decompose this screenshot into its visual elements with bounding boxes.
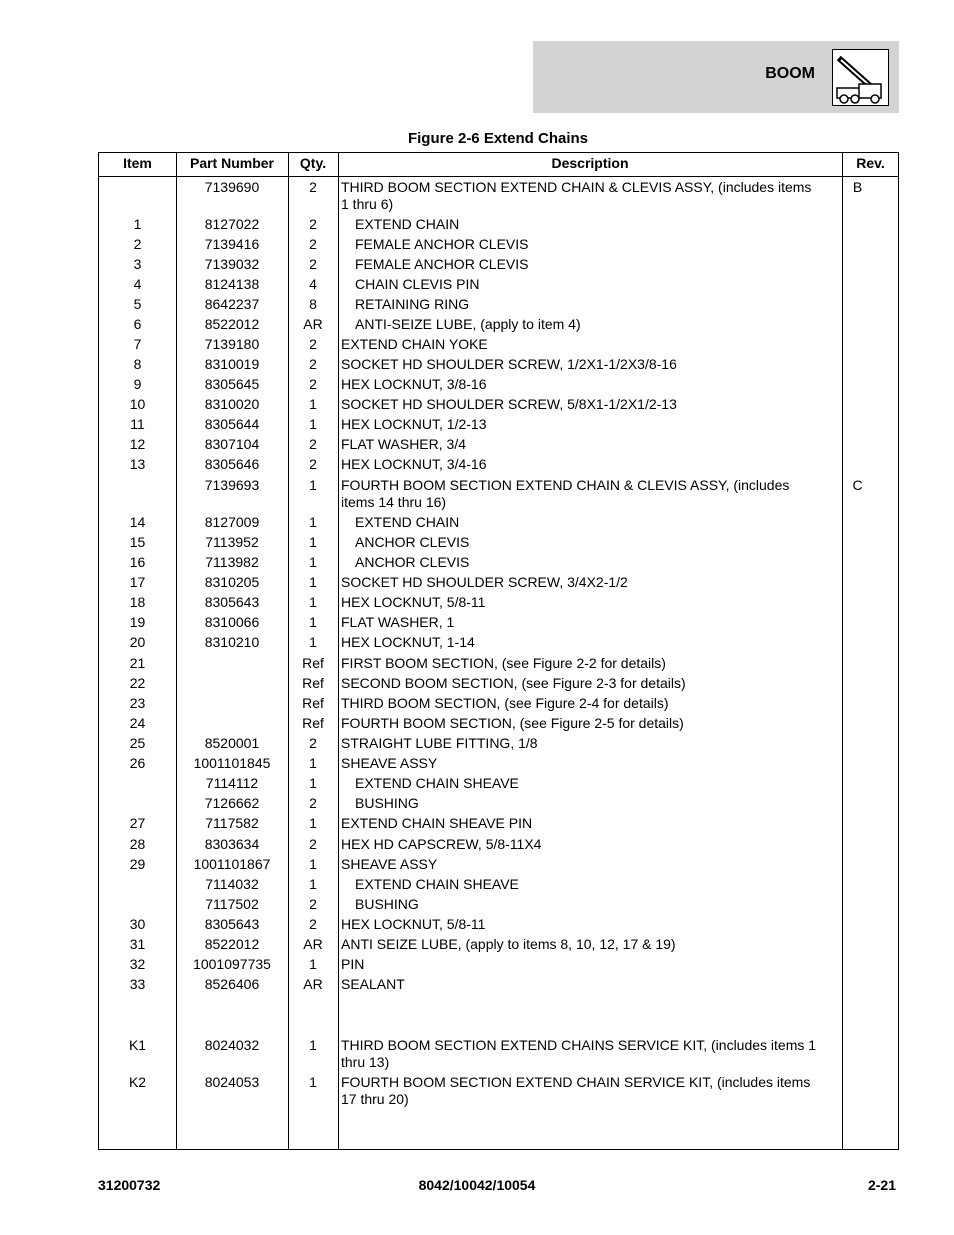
qty-cell: 1: [309, 856, 317, 872]
part-number-cell: 7117582: [205, 815, 259, 831]
description-cell: ANCHOR CLEVIS: [355, 554, 470, 570]
item-cell: 18: [129, 594, 146, 610]
item-cell: 17: [129, 574, 146, 590]
rev-cell: [829, 234, 886, 254]
table-body: [99, 177, 898, 1109]
rev-cell: [829, 572, 886, 592]
rev-cell: [829, 914, 886, 934]
part-number-cell: [176, 673, 288, 693]
description-cell: ANTI SEIZE LUBE, (apply to items 8, 10, 12, 17 & 19): [341, 936, 676, 952]
rev-cell: [829, 612, 886, 632]
part-number-cell: 8310066: [204, 614, 260, 630]
part-number-cell: 8305646: [204, 456, 260, 472]
table-row: [99, 874, 898, 894]
item-cell: 10: [129, 396, 146, 412]
rev-cell: [829, 713, 886, 733]
part-number-cell: 7113952: [205, 534, 259, 550]
qty-cell: AR: [303, 316, 323, 332]
part-number-cell: 8124138: [204, 276, 260, 292]
rev-cell: [829, 592, 886, 612]
table-row: [99, 374, 898, 394]
table-row: [99, 434, 898, 454]
table-row: [99, 693, 898, 713]
table-row: [99, 713, 898, 733]
item-cell: 16: [129, 554, 146, 570]
table-row: [99, 532, 898, 552]
qty-cell: 2: [309, 456, 317, 472]
item-cell: 5: [133, 296, 142, 312]
rev-cell: [829, 434, 886, 454]
item-cell: 14: [129, 514, 146, 530]
table-row: [99, 954, 898, 974]
qty-cell: 2: [309, 896, 317, 912]
item-cell: 13: [129, 456, 146, 472]
item-cell: 7: [133, 336, 142, 352]
item-cell: 30: [129, 916, 146, 932]
qty-cell: 1: [309, 1037, 317, 1053]
table-row: [99, 733, 898, 753]
qty-cell: Ref: [302, 675, 324, 691]
qty-cell: 2: [309, 376, 317, 392]
table-header: [99, 153, 898, 177]
description-cell: THIRD BOOM SECTION, (see Figure 2-4 for details): [341, 695, 669, 711]
description-cell: SOCKET HD SHOULDER SCREW, 5/8X1-1/2X1/2-13: [341, 396, 677, 412]
description-cell: BUSHING: [355, 896, 419, 912]
item-cell: 3: [133, 256, 142, 272]
footer-document-number: 31200732: [98, 1177, 161, 1193]
description-cell: CHAIN CLEVIS PIN: [355, 276, 480, 292]
part-number-cell: 8520001: [204, 735, 260, 751]
part-number-cell: 8305644: [204, 416, 260, 432]
table-row: [99, 394, 898, 414]
item-cell: 29: [129, 856, 146, 872]
table-row: [99, 254, 898, 274]
item-cell: 32: [129, 956, 146, 972]
table-row: [99, 632, 898, 653]
qty-cell: 4: [309, 276, 317, 292]
section-label: BOOM: [765, 65, 815, 82]
header-rev: Rev.: [856, 155, 885, 171]
rev-cell: [829, 733, 886, 753]
part-number-cell: 8024032: [204, 1037, 260, 1053]
item-cell: 33: [129, 976, 146, 992]
rev-cell: [829, 693, 886, 713]
table-row: [99, 572, 898, 592]
rev-cell: [829, 512, 886, 532]
section-tab: [533, 41, 899, 113]
table-row: [99, 934, 898, 954]
rev-cell: [829, 552, 886, 572]
qty-cell: 1: [309, 514, 317, 530]
rev-cell: [829, 793, 886, 813]
table-row: [99, 894, 898, 914]
qty-cell: 1: [309, 534, 317, 550]
rev-cell: [829, 394, 886, 414]
description-cell: THIRD BOOM SECTION EXTEND CHAINS SERVICE KIT, (includes items 1 thru 13): [341, 1037, 817, 1070]
rev-cell: [829, 532, 886, 552]
description-cell: EXTEND CHAIN: [355, 514, 460, 530]
description-cell: THIRD BOOM SECTION EXTEND CHAIN & CLEVIS ASSY, (includes items 1 thru 6): [341, 179, 812, 212]
description-cell: FLAT WASHER, 3/4: [341, 436, 466, 452]
rev-cell: [829, 834, 886, 854]
qty-cell: 1: [309, 775, 317, 791]
rev-cell: [829, 753, 886, 773]
rev-cell: [829, 254, 886, 274]
table-row: [99, 414, 898, 434]
item-cell: 12: [129, 436, 146, 452]
description-cell: FIRST BOOM SECTION, (see Figure 2-2 for details): [341, 655, 666, 671]
description-cell: HEX LOCKNUT, 1/2-13: [341, 416, 487, 432]
part-number-cell: 7113982: [205, 554, 259, 570]
item-cell: 24: [129, 715, 146, 731]
qty-cell: Ref: [302, 715, 324, 731]
part-number-cell: 7139416: [204, 236, 260, 252]
part-number-cell: 7139690: [204, 179, 260, 195]
table-row: [99, 793, 898, 813]
table-row: [99, 592, 898, 612]
description-cell: SEALANT: [341, 976, 405, 992]
description-cell: HEX LOCKNUT, 3/4-16: [341, 456, 487, 472]
rev-cell: [829, 653, 886, 673]
part-number-cell: 1001101845: [193, 755, 271, 771]
table-row: [99, 854, 898, 874]
part-number-cell: 8522012: [204, 936, 260, 952]
rev-cell: [829, 874, 886, 894]
description-cell: HEX HD CAPSCREW, 5/8-11X4: [341, 836, 542, 852]
part-number-cell: 8310210: [204, 634, 260, 650]
item-cell: 25: [129, 735, 146, 751]
table-row: [99, 177, 898, 214]
item-cell: 4: [133, 276, 142, 292]
table-row: [99, 552, 898, 572]
qty-cell: Ref: [302, 695, 324, 711]
rev-cell: [829, 632, 886, 653]
rev-cell: [829, 214, 886, 234]
rev-cell: [829, 354, 886, 374]
rev-cell: [829, 334, 886, 354]
part-number-cell: [176, 713, 288, 733]
rev-cell: [829, 314, 886, 334]
part-number-cell: 7139180: [204, 336, 260, 352]
qty-cell: 1: [309, 574, 317, 590]
description-cell: EXTEND CHAIN SHEAVE: [355, 876, 519, 892]
description-cell: ANCHOR CLEVIS: [355, 534, 470, 550]
table-row: [99, 773, 898, 793]
part-number-cell: 8305643: [204, 594, 260, 610]
table-row: [99, 1072, 898, 1109]
part-number-cell: 8522012: [204, 316, 260, 332]
part-number-cell: 7114112: [205, 775, 259, 791]
footer-model-numbers: 8042/10042/10054: [418, 1177, 536, 1193]
part-number-cell: 8526406: [204, 976, 260, 992]
part-number-cell: 7139693: [204, 477, 260, 493]
rev-cell: [829, 454, 886, 475]
part-number-cell: 8024053: [204, 1074, 260, 1090]
description-cell: ANTI-SEIZE LUBE, (apply to item 4): [355, 316, 581, 332]
part-number-cell: [176, 693, 288, 713]
item-cell: [99, 475, 176, 512]
description-cell: SHEAVE ASSY: [341, 755, 438, 771]
description-cell: FOURTH BOOM SECTION EXTEND CHAIN & CLEVIS ASSY, (includes items 14 thru 16): [341, 477, 790, 510]
item-cell: K2: [128, 1074, 147, 1090]
footer-page-number: 2-21: [867, 1177, 896, 1193]
item-cell: 21: [129, 655, 146, 671]
rev-cell: [829, 813, 886, 834]
qty-cell: 2: [309, 236, 317, 252]
description-cell: PIN: [341, 956, 365, 972]
part-number-cell: 8310020: [204, 396, 260, 412]
item-cell: 20: [129, 634, 146, 650]
item-cell: 28: [129, 836, 146, 852]
qty-cell: 1: [309, 815, 317, 831]
parts-table: [98, 152, 899, 1150]
table-row: [99, 834, 898, 854]
qty-cell: 1: [309, 876, 317, 892]
rev-cell: [829, 294, 886, 314]
description-cell: HEX LOCKNUT, 3/8-16: [341, 376, 487, 392]
description-cell: HEX LOCKNUT, 1-14: [341, 634, 475, 650]
qty-cell: 2: [309, 795, 317, 811]
rev-cell: [829, 974, 886, 1035]
rev-cell: [829, 1072, 886, 1109]
description-cell: BUSHING: [355, 795, 419, 811]
item-cell: 22: [129, 675, 146, 691]
qty-cell: 1: [309, 594, 317, 610]
header-description: Description: [551, 155, 629, 171]
table-row: [99, 354, 898, 374]
description-cell: EXTEND CHAIN SHEAVE PIN: [341, 815, 533, 831]
description-cell: FEMALE ANCHOR CLEVIS: [355, 256, 529, 272]
description-cell: FEMALE ANCHOR CLEVIS: [355, 236, 529, 252]
header-item: Item: [123, 155, 152, 171]
table-row: [99, 475, 898, 512]
table-row: [99, 1035, 898, 1072]
figure-title: Figure 2-6 Extend Chains: [407, 130, 589, 147]
part-number-cell: 8305643: [204, 916, 260, 932]
part-number-cell: [176, 653, 288, 673]
table-row: [99, 234, 898, 254]
description-cell: EXTEND CHAIN: [355, 216, 460, 232]
part-number-cell: 8127009: [204, 514, 260, 530]
qty-cell: 1: [309, 396, 317, 412]
description-cell: RETAINING RING: [355, 296, 470, 312]
table-row: [99, 512, 898, 532]
table-row: [99, 653, 898, 673]
qty-cell: 1: [309, 755, 317, 771]
description-cell: EXTEND CHAIN YOKE: [341, 336, 488, 352]
item-cell: [99, 773, 176, 793]
item-cell: 31: [129, 936, 146, 952]
table-row: [99, 974, 898, 1035]
table-row: [99, 454, 898, 475]
table-row: [99, 673, 898, 693]
qty-cell: AR: [303, 936, 323, 952]
rev-cell: [829, 374, 886, 394]
item-cell: 26: [129, 755, 146, 771]
part-number-cell: 8303634: [204, 836, 260, 852]
description-cell: EXTEND CHAIN SHEAVE: [355, 775, 519, 791]
table-row: [99, 334, 898, 354]
description-cell: FOURTH BOOM SECTION, (see Figure 2-5 for details): [341, 715, 684, 731]
item-cell: [99, 793, 176, 813]
rev-cell: [829, 1035, 886, 1072]
description-cell: FOURTH BOOM SECTION EXTEND CHAIN SERVICE KIT, (includes items 17 thru 20): [341, 1074, 811, 1107]
description-cell: SOCKET HD SHOULDER SCREW, 3/4X2-1/2: [341, 574, 628, 590]
item-cell: 6: [133, 316, 142, 332]
description-cell: FLAT WASHER, 1: [341, 614, 455, 630]
qty-cell: 8: [309, 296, 317, 312]
item-cell: 1: [133, 216, 142, 232]
qty-cell: 2: [309, 436, 317, 452]
table-row: [99, 914, 898, 934]
part-number-cell: 1001097735: [193, 956, 271, 972]
qty-cell: 1: [309, 554, 317, 570]
rev-cell: C: [852, 477, 863, 493]
table-row: [99, 813, 898, 834]
item-cell: 15: [129, 534, 146, 550]
header-part-number: Part Number: [189, 155, 275, 171]
qty-cell: 2: [309, 735, 317, 751]
qty-cell: 1: [309, 956, 317, 972]
rev-cell: [829, 414, 886, 434]
description-cell: HEX LOCKNUT, 5/8-11: [341, 916, 486, 932]
rev-cell: [829, 934, 886, 954]
part-number-cell: 8310205: [204, 574, 260, 590]
rev-cell: [829, 773, 886, 793]
qty-cell: 1: [309, 614, 317, 630]
table-row: [99, 753, 898, 773]
item-cell: [99, 894, 176, 914]
item-cell: 2: [133, 236, 142, 252]
description-cell: HEX LOCKNUT, 5/8-11: [341, 594, 486, 610]
rev-cell: [829, 894, 886, 914]
part-number-cell: 7126662: [204, 795, 260, 811]
qty-cell: Ref: [302, 655, 324, 671]
part-number-cell: 1001101867: [193, 856, 271, 872]
table-row: [99, 294, 898, 314]
qty-cell: 2: [309, 216, 317, 232]
description-cell: SHEAVE ASSY: [341, 856, 438, 872]
part-number-cell: 8127022: [204, 216, 260, 232]
item-cell: 27: [129, 815, 146, 831]
description-cell: STRAIGHT LUBE FITTING, 1/8: [341, 735, 538, 751]
description-cell: SOCKET HD SHOULDER SCREW, 1/2X1-1/2X3/8-16: [341, 356, 677, 372]
rev-cell: [829, 673, 886, 693]
rev-cell: [829, 854, 886, 874]
qty-cell: 1: [309, 416, 317, 432]
qty-cell: 2: [309, 179, 317, 195]
item-cell: 11: [130, 416, 145, 432]
table-row: [99, 274, 898, 294]
qty-cell: 2: [309, 356, 317, 372]
item-cell: 9: [133, 376, 142, 392]
table-row: [99, 314, 898, 334]
item-cell: 23: [129, 695, 146, 711]
table-row: [99, 612, 898, 632]
qty-cell: 2: [309, 256, 317, 272]
header-qty: Qty.: [299, 155, 327, 171]
boom-lift-icon: [832, 49, 889, 106]
item-cell: K1: [128, 1037, 147, 1053]
rev-cell: [829, 954, 886, 974]
item-cell: [99, 874, 176, 894]
part-number-cell: 7114032: [205, 876, 259, 892]
rev-cell: B: [852, 179, 863, 195]
part-number-cell: 8310019: [204, 356, 260, 372]
part-number-cell: 8307104: [204, 436, 260, 452]
qty-cell: 1: [309, 1074, 317, 1090]
rev-cell: [829, 274, 886, 294]
qty-cell: AR: [303, 976, 323, 992]
part-number-cell: 8305645: [204, 376, 260, 392]
item-cell: 8: [133, 356, 142, 372]
table-row: [99, 214, 898, 234]
qty-cell: 2: [309, 916, 317, 932]
qty-cell: 2: [309, 836, 317, 852]
qty-cell: 2: [309, 336, 317, 352]
item-cell: 19: [129, 614, 146, 630]
part-number-cell: 7117502: [205, 896, 259, 912]
part-number-cell: 7139032: [204, 256, 260, 272]
qty-cell: 1: [309, 634, 317, 650]
item-cell: [99, 177, 176, 214]
part-number-cell: 8642237: [204, 296, 260, 312]
qty-cell: 1: [309, 477, 317, 493]
description-cell: SECOND BOOM SECTION, (see Figure 2-3 for details): [341, 675, 686, 691]
